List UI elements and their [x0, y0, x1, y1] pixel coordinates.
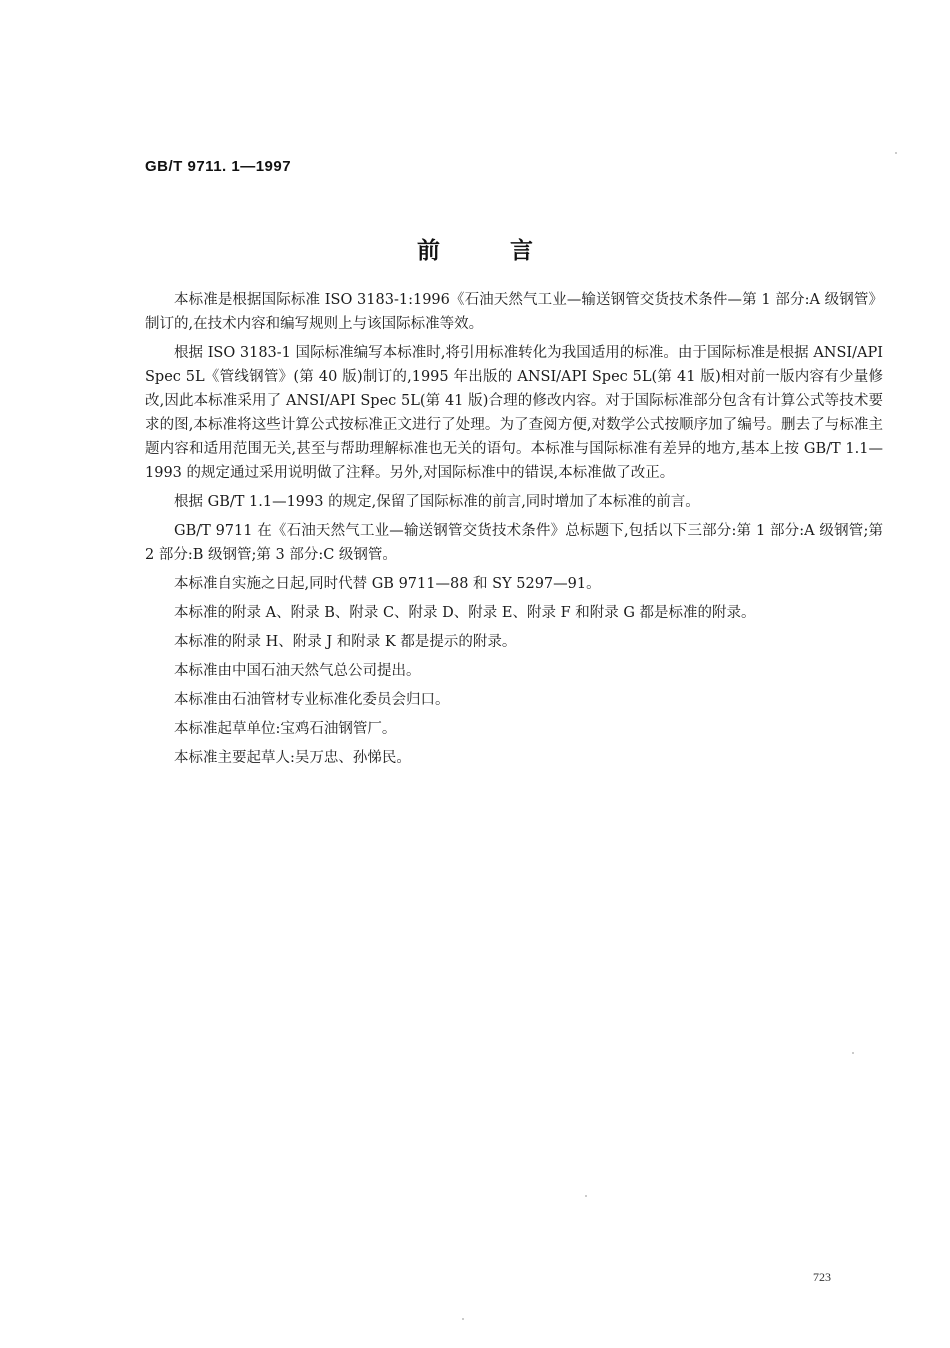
paragraph-1: 本标准是根据国际标准 ISO 3183-1:1996《石油天然气工业—输送钢管交货技术条件—第 1 部分:A 级钢管》制订的,在技术内容和编写规则上与该国际标准等效。 [145, 292, 883, 332]
paragraph-2: 根据 ISO 3183-1 国际标准编写本标准时,将引用标准转化为我国适用的标准。由于国际标准是根据 ANSI/API Spec 5L《管线钢管》(第 40 版)制订的,1995 年出版的 ANSI/API Spec 5L(第 41 版)相对前一版内容有少量修改,因此本标准采用了 ANSI/API Spec 5L(第 41 版)合理的修改内容。对于国际标准部分包含有计算公式等技术要求的图,本标准将这些计算公式按标准正文进行了处理。为了查阅方便,对数学公式按顺序加了编号。删去了与标准主题内容和适用范围无关,甚至与帮助理解标准也无关的语句。本标准与国际标准有差异的地方,基本上按 GB/T 1.1—1993 的规定通过采用说明做了注释。另外,对国际标准中的错误,本标准做了改正。 [145, 345, 883, 481]
scan-speck [895, 152, 897, 154]
paragraph-11: 本标准主要起草人:吴万忠、孙悌民。 [174, 750, 411, 766]
scan-speck [852, 1052, 854, 1054]
paragraph-10: 本标准起草单位:宝鸡石油钢管厂。 [174, 721, 397, 737]
page-title: 前言 [417, 237, 603, 264]
paragraph-9: 本标准由石油管材专业标准化委员会归口。 [174, 692, 450, 708]
foreword-body [145, 288, 883, 775]
standard-code: GB/T 9711. 1—1997 [145, 158, 292, 175]
paragraph-8: 本标准由中国石油天然气总公司提出。 [174, 663, 421, 679]
page-number: 723 [813, 1270, 831, 1284]
scan-speck [462, 1318, 464, 1320]
scan-speck [585, 1195, 587, 1197]
paragraph-3: 根据 GB/T 1.1—1993 的规定,保留了国际标准的前言,同时增加了本标准的前言。 [174, 494, 700, 510]
paragraph-6: 本标准的附录 A、附录 B、附录 C、附录 D、附录 E、附录 F 和附录 G 都是标准的附录。 [174, 605, 756, 621]
paragraph-5: 本标准自实施之日起,同时代替 GB 9711—88 和 SY 5297—91。 [174, 576, 601, 592]
paragraph-7: 本标准的附录 H、附录 J 和附录 K 都是提示的附录。 [174, 634, 517, 650]
paragraph-4: GB/T 9711 在《石油天然气工业—输送钢管交货技术条件》总标题下,包括以下三部分:第 1 部分:A 级钢管;第 2 部分:B 级钢管;第 3 部分:C 级钢管。 [145, 523, 883, 563]
